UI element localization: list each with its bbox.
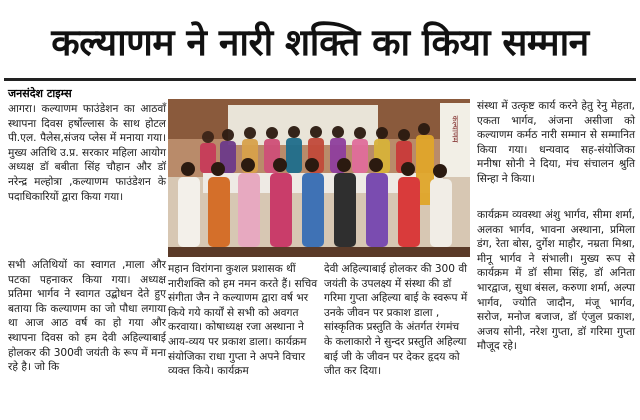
banner-label: कल्याणम: [450, 115, 460, 143]
article-column-4-continued: [477, 208, 635, 354]
below-photo-right: [324, 262, 470, 379]
paragraph-4: संस्था में उत्कृष्ट कार्य करने हेतु रेनु मेहता, एकता भार्गव, अंजना असीजा को कल्याणम कर्मठ नारी सम्मान से सम्मानित किया गया। धन्यवाद सह-संयोजिका मनीषा सोनी ने दिया, मंच संचालन श्रुति सिन्हा ने किया।: [477, 100, 635, 185]
paragraph-2: सभी अतिथियों का स्वागत ,माला और पटका पहनाकर किया गया। अध्यक्ष प्रतिमा भार्गव ने स्वागत उद्बोधन देते हुए बताया कि कल्याणम का जो पौधा लगाया था आज आठ वर्ष का हो गया और स्थापना दिवस को हम देवी अहिल्याबाई होलकर की 300वी जयंती के रूप में मना रहे है। जो कि: [8, 259, 166, 374]
byline: जनसंदेश टाइम्स: [8, 87, 72, 100]
headline: कल्याणम ने नारी शक्ति का किया सम्मान: [51, 21, 589, 64]
group-photo: [168, 99, 470, 257]
below-photo-left-text: महान विरांगना कुशल प्रशासक थीं नारीशक्ति को हम नमन करते हैं। सचिव संगीता जैन ने कल्याणम द्वारा वर्ष भर किये गये कार्यों से सभी को अवगत करवाया। कोषाध्यक्ष रजा अस्थाना ने आय-व्यय पर प्रकाश डाला। कार्यक्रम संयोजिका राधा गुप्ता ने अपने विचार व्यक्त किये। कार्यक्रम: [168, 263, 318, 378]
article-column-1: [8, 102, 166, 204]
below-photo-right-text: देवी अहिल्याबाई होलकर की 300 वी जयंती के उपलक्ष्य में संस्था की डॉ गरिमा गुप्ता अहिल्या बाई के स्वरूप में उनके जीवन पर प्रकाश डाला , सांस्कृतिक प्रस्तुति के अंतर्गत रंगमंच के कलाकारो ने सुन्दर प्रस्तुति अहिल्या बाई जी के जीवन पर देकर हृदय को जीत कर दिया।: [324, 263, 468, 378]
article-column-4: [477, 99, 635, 187]
headline-rule: [4, 78, 636, 81]
below-photo-left: [168, 262, 320, 379]
paragraph-1: आगरा। कल्याणम फाउंडेशन का आठवाँ स्थापना दिवस हर्षोल्लास के साथ होटल पी.एल. पैलेस,संजय प्लेस में मनाया गया। मुख्य अतिथि उ.प्र. सरकार महिला आयोग अध्यक्ष डॉ बबीता सिंह चौहान और डॉ नरेन्द्र मल्होत्रा ,कल्याणम फाउंडेशन के पदाधिकारियों द्वारा किया गया।: [8, 103, 166, 203]
paragraph-5: कार्यक्रम व्यवस्था अंशु भार्गव, सीमा शर्मा, अलका भार्गव, भावना अस्थाना, प्रमिला डंग, रेता बोस, दुर्गेश माहौर, नम्रता मिश्रा, मीनू भार्गव ने संभाली। मुख्य रूप से कार्यक्रम में डॉ सीमा सिंह, डॉ अनिता भारद्वाज, सुधा बंसल, करुणा शर्मा, अल्पा भार्गव, ज्योति जादौन, मंजू भार्गव, सरोज, मनोज बजाज, डॉ एंजुल प्रकाश, अजय सोनी, नरेश गुप्ता, डॉ गरिमा गुप्ता मौजूद रहे।: [477, 209, 635, 353]
article-column-1-continued: [8, 258, 166, 375]
